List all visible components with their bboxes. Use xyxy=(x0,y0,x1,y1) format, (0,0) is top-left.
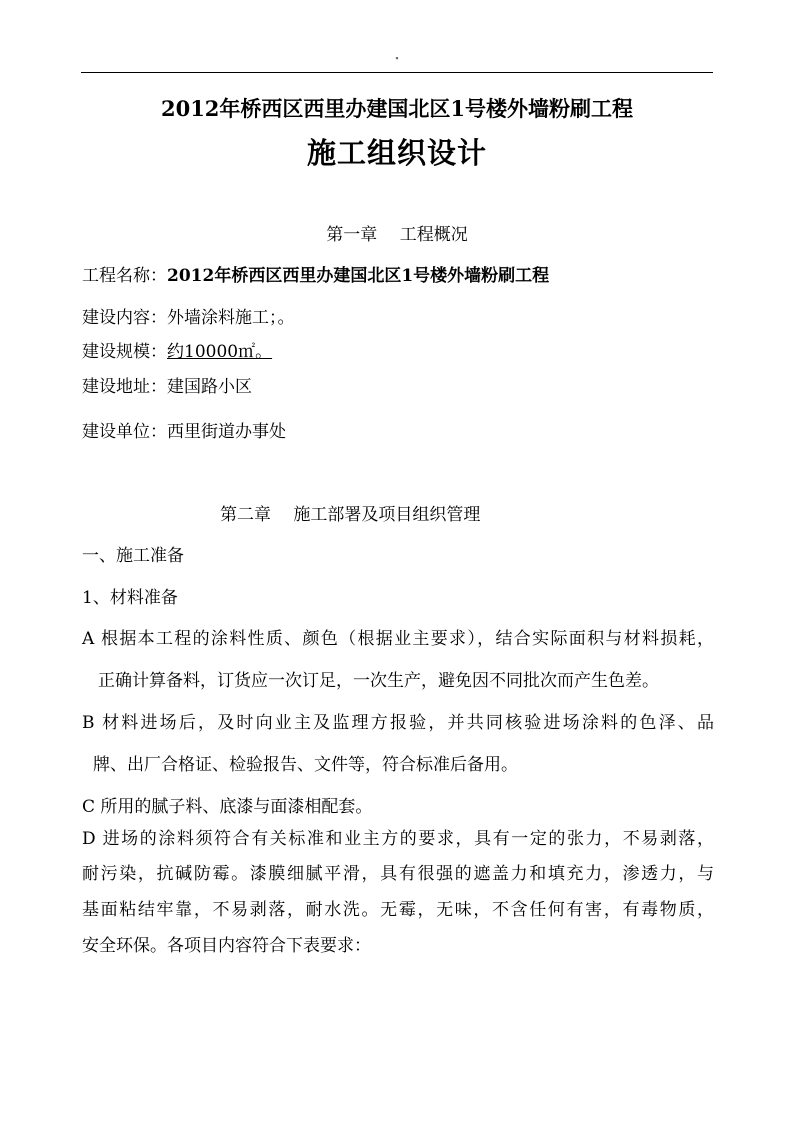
build-content-row xyxy=(82,305,295,331)
item-a-line-1: A 根据本工程的涂料性质、颜色（根据业主要求），结合实际面积与材料损耗， xyxy=(82,629,714,649)
chapter-2-heading: 第二章 施工部署及项目组织管理 xyxy=(220,505,481,525)
item-c: C 所用的腻子料、底漆与面漆相配套。 xyxy=(82,797,373,817)
item-d-line-1: D 进场的涂料须符合有关标准和业主方的要求，具有一定的张力，不易剥落， xyxy=(82,829,714,849)
build-scale-row xyxy=(82,339,272,365)
chapter-1-heading: 第一章 工程概况 xyxy=(326,225,468,245)
section-construction-prep: 一、施工准备 xyxy=(82,546,184,566)
build-unit-value: 西里街道办事处 xyxy=(167,422,286,442)
project-name-row xyxy=(82,263,549,289)
item-b-line-2: 牌、出厂合格证、检验报告、文件等，符合标准后备用。 xyxy=(93,755,518,775)
project-name-value: 2012年桥西区西里办建国北区1号楼外墙粉刷工程 xyxy=(167,266,550,286)
build-unit-row xyxy=(82,419,286,445)
page-header-mark: " xyxy=(395,56,399,65)
build-address-label: 建设地址： xyxy=(82,377,167,397)
header-rule xyxy=(81,72,713,73)
build-address-row xyxy=(82,374,252,400)
item-a-line-2: 正确计算备料，订货应一次订足，一次生产，避免因不同批次而产生色差。 xyxy=(98,671,659,691)
item-d-line-2: 耐污染，抗碱防霉。漆膜细腻平滑，具有很强的遮盖力和填充力，渗透力，与 xyxy=(82,864,714,884)
build-scale-label: 建设规模： xyxy=(82,342,167,362)
build-scale-value: 约10000㎡。 xyxy=(167,342,273,362)
document-subtitle: 施工组织设计 xyxy=(306,136,487,170)
build-unit-label: 建设单位： xyxy=(82,422,167,442)
subsection-material-prep: 1、材料准备 xyxy=(82,588,178,608)
document-title: 2012年桥西区西里办建国北区1号楼外墙粉刷工程 xyxy=(160,96,634,121)
item-b-line-1: B 材料进场后，及时向业主及监理方报验，并共同核验进场涂料的色泽、品 xyxy=(82,713,714,733)
item-d-line-3: 基面粘结牢靠，不易剥落，耐水洗。无霉，无味，不含任何有害，有毒物质， xyxy=(82,900,714,920)
build-address-value: 建国路小区 xyxy=(167,377,252,397)
build-content-label: 建设内容： xyxy=(82,308,167,328)
item-d-line-4: 安全环保。各项目内容符合下表要求： xyxy=(82,936,371,956)
build-content-value: 外墙涂料施工；。 xyxy=(167,308,295,328)
project-name-label: 工程名称： xyxy=(82,266,167,286)
